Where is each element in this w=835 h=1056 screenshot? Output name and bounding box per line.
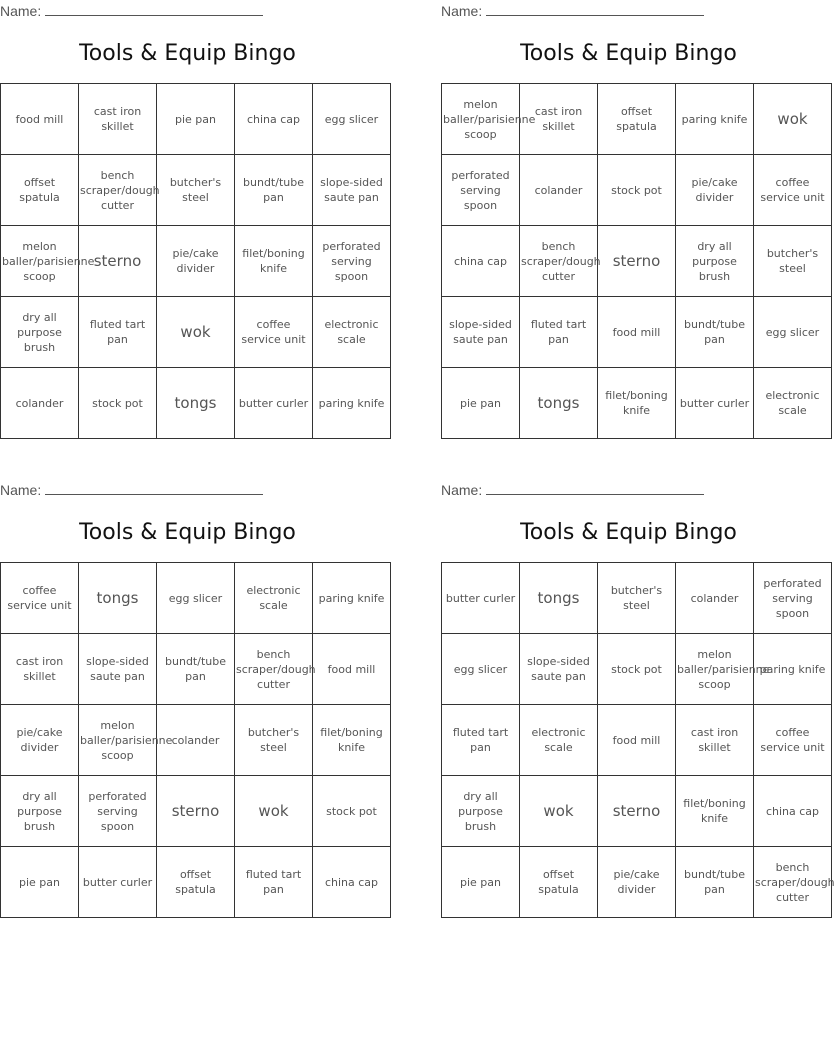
bingo-cell: perforated serving spoon — [79, 776, 157, 847]
bingo-cell: colander — [520, 155, 598, 226]
bingo-row — [442, 226, 832, 297]
bingo-cell: egg slicer — [754, 297, 832, 368]
bingo-cell: coffee service unit — [1, 563, 79, 634]
bingo-cell: sterno — [598, 776, 676, 847]
bingo-row — [1, 776, 391, 847]
name-underline — [45, 3, 263, 16]
name-field — [441, 482, 711, 498]
bingo-cell: offset spatula — [1, 155, 79, 226]
bingo-cell: filet/boning knife — [676, 776, 754, 847]
bingo-cell: stock pot — [598, 634, 676, 705]
bingo-cell: coffee service unit — [754, 155, 832, 226]
bingo-cell: sterno — [79, 226, 157, 297]
bingo-row — [442, 84, 832, 155]
bingo-cell: electronic scale — [235, 563, 313, 634]
bingo-row — [1, 563, 391, 634]
bingo-row — [1, 226, 391, 297]
bingo-row — [1, 368, 391, 439]
bingo-cell: cast iron skillet — [676, 705, 754, 776]
bingo-row — [442, 368, 832, 439]
bingo-cell: colander — [157, 705, 235, 776]
bingo-cell: offset spatula — [520, 847, 598, 918]
bingo-cell: sterno — [598, 226, 676, 297]
bingo-cell: colander — [676, 563, 754, 634]
bingo-cell: food mill — [598, 705, 676, 776]
bingo-cell: melon baller/parisienne scoop — [442, 84, 520, 155]
bingo-grid — [0, 562, 391, 918]
bingo-grid — [441, 83, 832, 439]
bingo-cell: tongs — [520, 563, 598, 634]
name-field — [441, 3, 711, 19]
bingo-cell: china cap — [235, 84, 313, 155]
bingo-cell: fluted tart pan — [442, 705, 520, 776]
bingo-cell: coffee service unit — [754, 705, 832, 776]
bingo-cell: paring knife — [313, 563, 391, 634]
bingo-cell: stock pot — [313, 776, 391, 847]
bingo-cell: china cap — [442, 226, 520, 297]
bingo-cell: slope-sided saute pan — [442, 297, 520, 368]
bingo-cell: electronic scale — [754, 368, 832, 439]
bingo-cell: bundt/tube pan — [676, 847, 754, 918]
bingo-cell: slope-sided saute pan — [520, 634, 598, 705]
bingo-cell: cast iron skillet — [79, 84, 157, 155]
bingo-cell: china cap — [754, 776, 832, 847]
bingo-cell: butcher's steel — [157, 155, 235, 226]
bingo-cell: butcher's steel — [235, 705, 313, 776]
bingo-row — [442, 705, 832, 776]
bingo-cell: melon baller/parisienne scoop — [79, 705, 157, 776]
bingo-cell: butter curler — [676, 368, 754, 439]
bingo-cell: stock pot — [79, 368, 157, 439]
card-title: Tools & Equip Bingo — [520, 41, 737, 66]
bingo-cell: tongs — [520, 368, 598, 439]
bingo-cell: butter curler — [235, 368, 313, 439]
bingo-cell: bundt/tube pan — [235, 155, 313, 226]
bingo-cell: stock pot — [598, 155, 676, 226]
bingo-cell: pie pan — [442, 368, 520, 439]
bingo-cell: tongs — [157, 368, 235, 439]
bingo-cell: butcher's steel — [754, 226, 832, 297]
bingo-cell: paring knife — [313, 368, 391, 439]
bingo-cell: slope-sided saute pan — [313, 155, 391, 226]
bingo-row — [442, 563, 832, 634]
bingo-grid — [441, 562, 835, 918]
bingo-cell: paring knife — [754, 634, 832, 705]
bingo-cell: perforated serving spoon — [754, 563, 832, 634]
name-label: Name: — [0, 3, 42, 19]
bingo-cell: dry all purpose brush — [1, 297, 79, 368]
bingo-cell: bundt/tube pan — [157, 634, 235, 705]
bingo-row — [1, 297, 391, 368]
bingo-cell: butter curler — [442, 563, 520, 634]
bingo-cell: melon baller/parisienne scoop — [676, 634, 754, 705]
bingo-cell: perforated serving spoon — [442, 155, 520, 226]
name-field — [0, 3, 270, 19]
bingo-cell: dry all purpose brush — [676, 226, 754, 297]
bingo-cell: colander — [1, 368, 79, 439]
bingo-cell: pie/cake divider — [676, 155, 754, 226]
bingo-cell: offset spatula — [157, 847, 235, 918]
bingo-row — [442, 297, 832, 368]
name-label: Name: — [0, 482, 42, 498]
bingo-cell: wok — [520, 776, 598, 847]
bingo-cell: melon baller/parisienne scoop — [1, 226, 79, 297]
bingo-cell: bench scraper/dough cutter — [235, 634, 313, 705]
bingo-row — [442, 776, 832, 847]
bingo-grid — [0, 83, 391, 439]
bingo-cell: paring knife — [676, 84, 754, 155]
bingo-cell: filet/boning knife — [313, 705, 391, 776]
bingo-cell: fluted tart pan — [520, 297, 598, 368]
bingo-cell: coffee service unit — [235, 297, 313, 368]
bingo-cell: bundt/tube pan — [676, 297, 754, 368]
bingo-row — [1, 705, 391, 776]
bingo-cell: sterno — [157, 776, 235, 847]
bingo-row — [1, 847, 391, 918]
bingo-row — [1, 155, 391, 226]
name-label: Name: — [441, 3, 483, 19]
bingo-cell: dry all purpose brush — [1, 776, 79, 847]
bingo-row — [1, 634, 391, 705]
bingo-cell: china cap — [313, 847, 391, 918]
bingo-cell: wok — [754, 84, 832, 155]
card-title: Tools & Equip Bingo — [79, 41, 296, 66]
bingo-row — [442, 634, 832, 705]
bingo-cell: slope-sided saute pan — [79, 634, 157, 705]
bingo-cell: pie pan — [157, 84, 235, 155]
bingo-cell: cast iron skillet — [520, 84, 598, 155]
bingo-cell: dry all purpose brush — [442, 776, 520, 847]
bingo-cell: filet/boning knife — [235, 226, 313, 297]
bingo-cell: food mill — [313, 634, 391, 705]
bingo-cell: electronic scale — [313, 297, 391, 368]
bingo-cell: tongs — [79, 563, 157, 634]
bingo-cell: wok — [157, 297, 235, 368]
bingo-cell: cast iron skillet — [1, 634, 79, 705]
name-underline — [486, 3, 704, 16]
name-underline — [45, 482, 263, 495]
bingo-cell: pie/cake divider — [598, 847, 676, 918]
name-field — [0, 482, 270, 498]
bingo-cell: egg slicer — [313, 84, 391, 155]
card-title: Tools & Equip Bingo — [520, 520, 737, 545]
bingo-cell: pie pan — [442, 847, 520, 918]
bingo-cell: wok — [235, 776, 313, 847]
bingo-row — [442, 155, 832, 226]
name-label: Name: — [441, 482, 483, 498]
bingo-cell: food mill — [1, 84, 79, 155]
bingo-cell: perforated serving spoon — [313, 226, 391, 297]
name-underline — [486, 482, 704, 495]
card-title: Tools & Equip Bingo — [79, 520, 296, 545]
bingo-row — [1, 84, 391, 155]
bingo-cell: bench scraper/dough cutter — [520, 226, 598, 297]
bingo-cell: pie/cake divider — [1, 705, 79, 776]
bingo-cell: egg slicer — [442, 634, 520, 705]
bingo-cell: egg slicer — [157, 563, 235, 634]
bingo-cell: bench scraper/dough cutter — [754, 847, 832, 918]
bingo-row — [442, 847, 832, 918]
bingo-cell: butter curler — [79, 847, 157, 918]
bingo-cell: butcher's steel — [598, 563, 676, 634]
bingo-cell: fluted tart pan — [79, 297, 157, 368]
bingo-cell: offset spatula — [598, 84, 676, 155]
bingo-cell: pie/cake divider — [157, 226, 235, 297]
bingo-cell: filet/boning knife — [598, 368, 676, 439]
bingo-cell: food mill — [598, 297, 676, 368]
bingo-cell: pie pan — [1, 847, 79, 918]
bingo-cell: bench scraper/dough cutter — [79, 155, 157, 226]
bingo-cell: fluted tart pan — [235, 847, 313, 918]
bingo-cell: electronic scale — [520, 705, 598, 776]
